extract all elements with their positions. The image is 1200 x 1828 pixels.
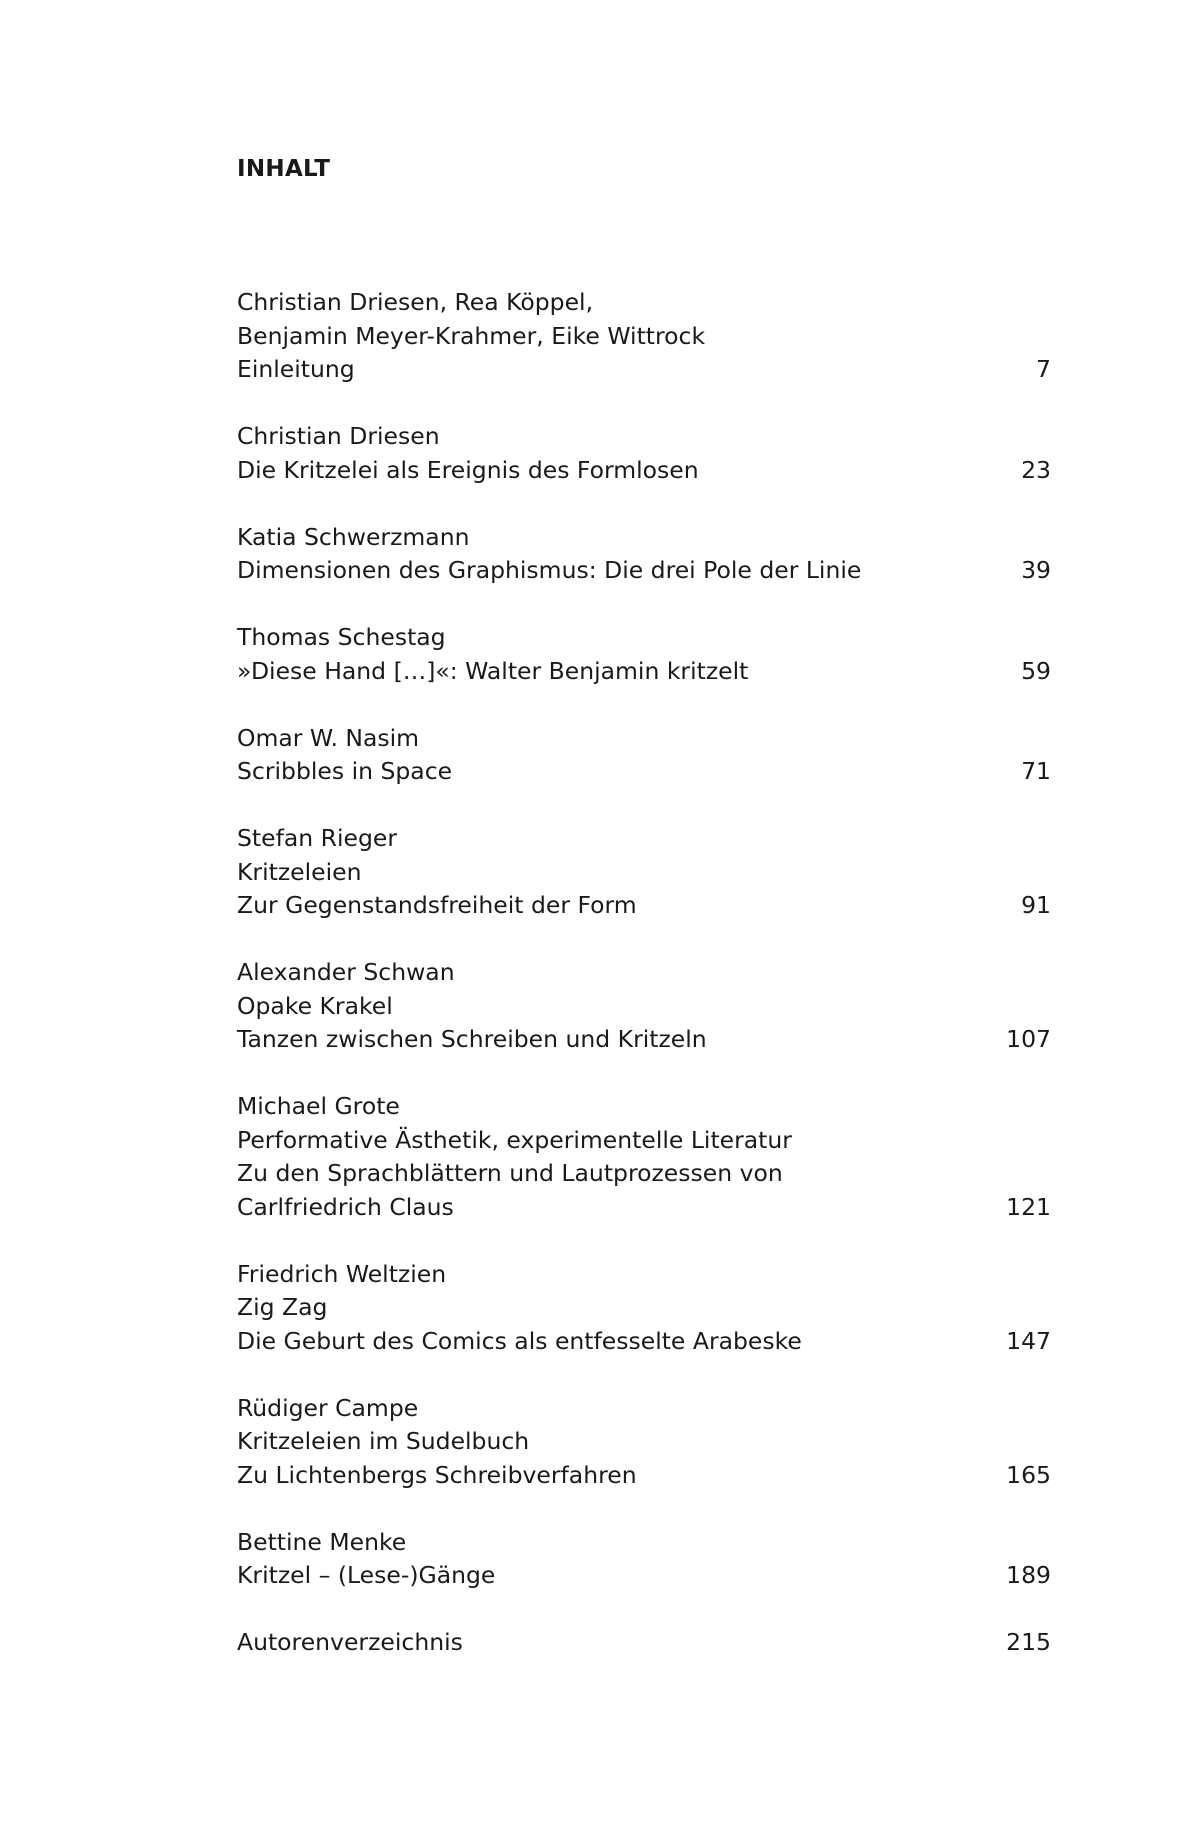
toc-entry <box>237 956 1051 1057</box>
toc-entry <box>237 822 1051 923</box>
toc-entry <box>237 286 1051 387</box>
toc-entry-line: Michael Grote <box>237 1092 400 1120</box>
toc-entry-title: Die Geburt des Comics als entfesselte Arabeske <box>237 1326 802 1355</box>
toc-entry <box>237 1526 1051 1593</box>
toc-page-number: 91 <box>1021 891 1051 919</box>
toc-entry <box>237 521 1051 588</box>
toc-entry-line: Kritzeleien <box>237 857 362 886</box>
toc-entry-title: Kritzel – (Lese-)Gänge <box>237 1561 496 1589</box>
toc-entry-line: Christian Driesen, Rea Köppel, <box>237 288 594 316</box>
toc-entry-title: Autorenverzeichnis <box>237 1628 463 1656</box>
toc-page-number: 147 <box>1006 1326 1051 1355</box>
toc-page-number: 59 <box>1021 656 1051 685</box>
toc-entry-line: Benjamin Meyer-Krahmer, Eike Wittrock <box>237 321 706 350</box>
toc-entry <box>237 1090 1051 1224</box>
toc-page-number: 165 <box>1006 1460 1051 1489</box>
toc-page-number: 23 <box>1021 455 1051 484</box>
toc-entry-title: Scribbles in Space <box>237 757 453 785</box>
toc-entry <box>237 420 1051 487</box>
page-title: INHALT <box>237 156 331 182</box>
toc-entry-line: Zig Zag <box>237 1293 328 1321</box>
toc-entry-line: Katia Schwerzmann <box>237 522 470 551</box>
toc-entry-title: Tanzen zwischen Schreiben und Kritzeln <box>237 1025 707 1053</box>
toc-page-number: 189 <box>1006 1561 1051 1589</box>
toc-entry-line: Opake Krakel <box>237 991 393 1020</box>
toc-entry-line: Rüdiger Campe <box>237 1393 419 1422</box>
toc-entry <box>237 1626 1051 1660</box>
toc-list <box>237 286 1051 1693</box>
toc-page-number: 39 <box>1021 556 1051 584</box>
toc-entry-line: Alexander Schwan <box>237 958 455 986</box>
toc-entry-line: Performative Ästhetik, experimentelle Literatur <box>237 1125 792 1154</box>
toc-page-number: 107 <box>1006 1025 1051 1053</box>
toc-entry-line: Christian Driesen <box>237 422 440 450</box>
toc-entry <box>237 621 1051 688</box>
toc-entry-line: Omar W. Nasim <box>237 723 420 752</box>
toc-page-number: 7 <box>1036 355 1051 383</box>
toc-entry-title: Carlfriedrich Claus <box>237 1192 454 1221</box>
toc-entry-line: Stefan Rieger <box>237 824 397 852</box>
toc-entry-title: Zu Lichtenbergs Schreibverfahren <box>237 1460 637 1489</box>
toc-entry-line: Thomas Schestag <box>237 623 446 651</box>
toc-page-number: 71 <box>1021 757 1051 785</box>
toc-entry-title: »Diese Hand […]«: Walter Benjamin kritzelt <box>237 656 749 685</box>
toc-entry <box>237 722 1051 789</box>
toc-entry-title: Zur Gegenstandsfreiheit der Form <box>237 891 637 919</box>
toc-page-number: 121 <box>1006 1192 1051 1221</box>
toc-entry-title: Einleitung <box>237 355 355 383</box>
toc-entry-title: Dimensionen des Graphismus: Die drei Pole der Linie <box>237 556 862 584</box>
toc-entry-title: Die Kritzelei als Ereignis des Formlosen <box>237 455 699 484</box>
toc-entry <box>237 1392 1051 1493</box>
toc-entry-line: Bettine Menke <box>237 1527 407 1556</box>
toc-entry <box>237 1258 1051 1359</box>
toc-entry-line: Kritzeleien im Sudelbuch <box>237 1427 530 1455</box>
toc-entry-line: Zu den Sprachblättern und Lautprozessen von <box>237 1159 783 1187</box>
toc-page-number: 215 <box>1006 1628 1051 1656</box>
toc-entry-line: Friedrich Weltzien <box>237 1259 447 1288</box>
